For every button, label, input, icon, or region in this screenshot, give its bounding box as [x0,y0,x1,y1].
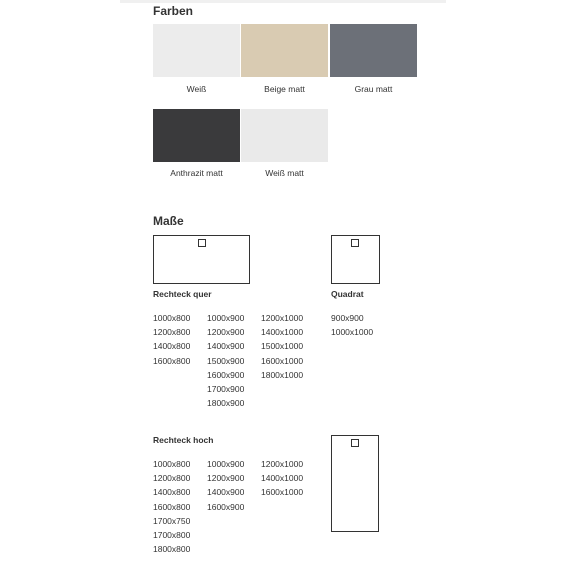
top-divider [120,0,446,3]
size-column [153,311,190,368]
size-value: 1200x800 [153,327,191,338]
size-value: 1000x800 [153,459,191,469]
rechteck-hoch-label: Rechteck hoch [153,435,214,445]
size-value: 1400x900 [207,487,245,498]
drain-marker [198,239,206,247]
size-value: 1800x800 [153,544,191,555]
swatch-beige-matt[interactable] [241,24,328,77]
swatch-label-beige-matt: Beige matt [264,84,305,94]
size-value: 1700x800 [153,529,191,540]
size-value: 1500x900 [207,355,245,366]
size-value: 1800x1000 [261,369,304,380]
swatch-label-grau-matt: Grau matt [354,84,393,94]
size-value: 1400x800 [153,341,191,352]
size-value: 1000x900 [207,313,245,323]
size-value: 1700x750 [153,515,191,526]
swatch-label-anthrazit-matt: Anthrazit matt [170,168,223,178]
quadrat-shape [331,235,380,284]
rechteck-hoch-shape [331,435,379,532]
size-value: 1400x800 [153,487,191,498]
size-value: 1600x800 [153,355,191,366]
size-value: 1600x900 [207,369,245,380]
size-value: 1000x900 [207,459,245,469]
size-value: 1500x1000 [261,341,304,352]
colors-heading: Farben [153,4,194,18]
size-value: 1400x1000 [261,327,304,338]
size-value: 1000x800 [153,313,191,323]
drain-marker [351,239,359,247]
size-value: 1200x900 [207,327,245,338]
size-value: 1600x900 [207,501,245,512]
size-value: 1400x1000 [261,473,304,484]
swatch-weiss-matt[interactable] [241,109,328,162]
size-column [261,311,303,382]
rechteck-quer-shape [153,235,250,284]
size-value: 1400x900 [207,341,245,352]
swatch-anthrazit-matt[interactable] [153,109,240,162]
size-column [331,311,373,339]
size-value: 900x900 [331,313,364,323]
swatch-label-weiss-matt: Weiß matt [265,168,304,178]
size-value: 1200x900 [207,473,245,484]
size-value: 1000x1000 [331,327,374,338]
size-column [261,457,303,500]
swatch-weiss[interactable] [153,24,240,77]
size-column [153,457,190,556]
size-column [207,457,244,514]
size-value: 1600x800 [153,501,191,512]
size-column [207,311,244,410]
size-value: 1200x800 [153,473,191,484]
size-value: 1600x1000 [261,487,304,498]
size-value: 1200x1000 [261,459,304,469]
size-value: 1200x1000 [261,313,304,323]
drain-marker [351,439,359,447]
size-value: 1600x1000 [261,355,304,366]
quadrat-label: Quadrat [331,289,364,299]
size-value: 1800x900 [207,398,245,409]
sizes-heading: Maße [153,214,184,228]
swatch-grau-matt[interactable] [330,24,417,77]
swatch-label-weiss: Weiß [186,84,207,94]
rechteck-quer-label: Rechteck quer [153,289,212,299]
size-value: 1700x900 [207,383,245,394]
